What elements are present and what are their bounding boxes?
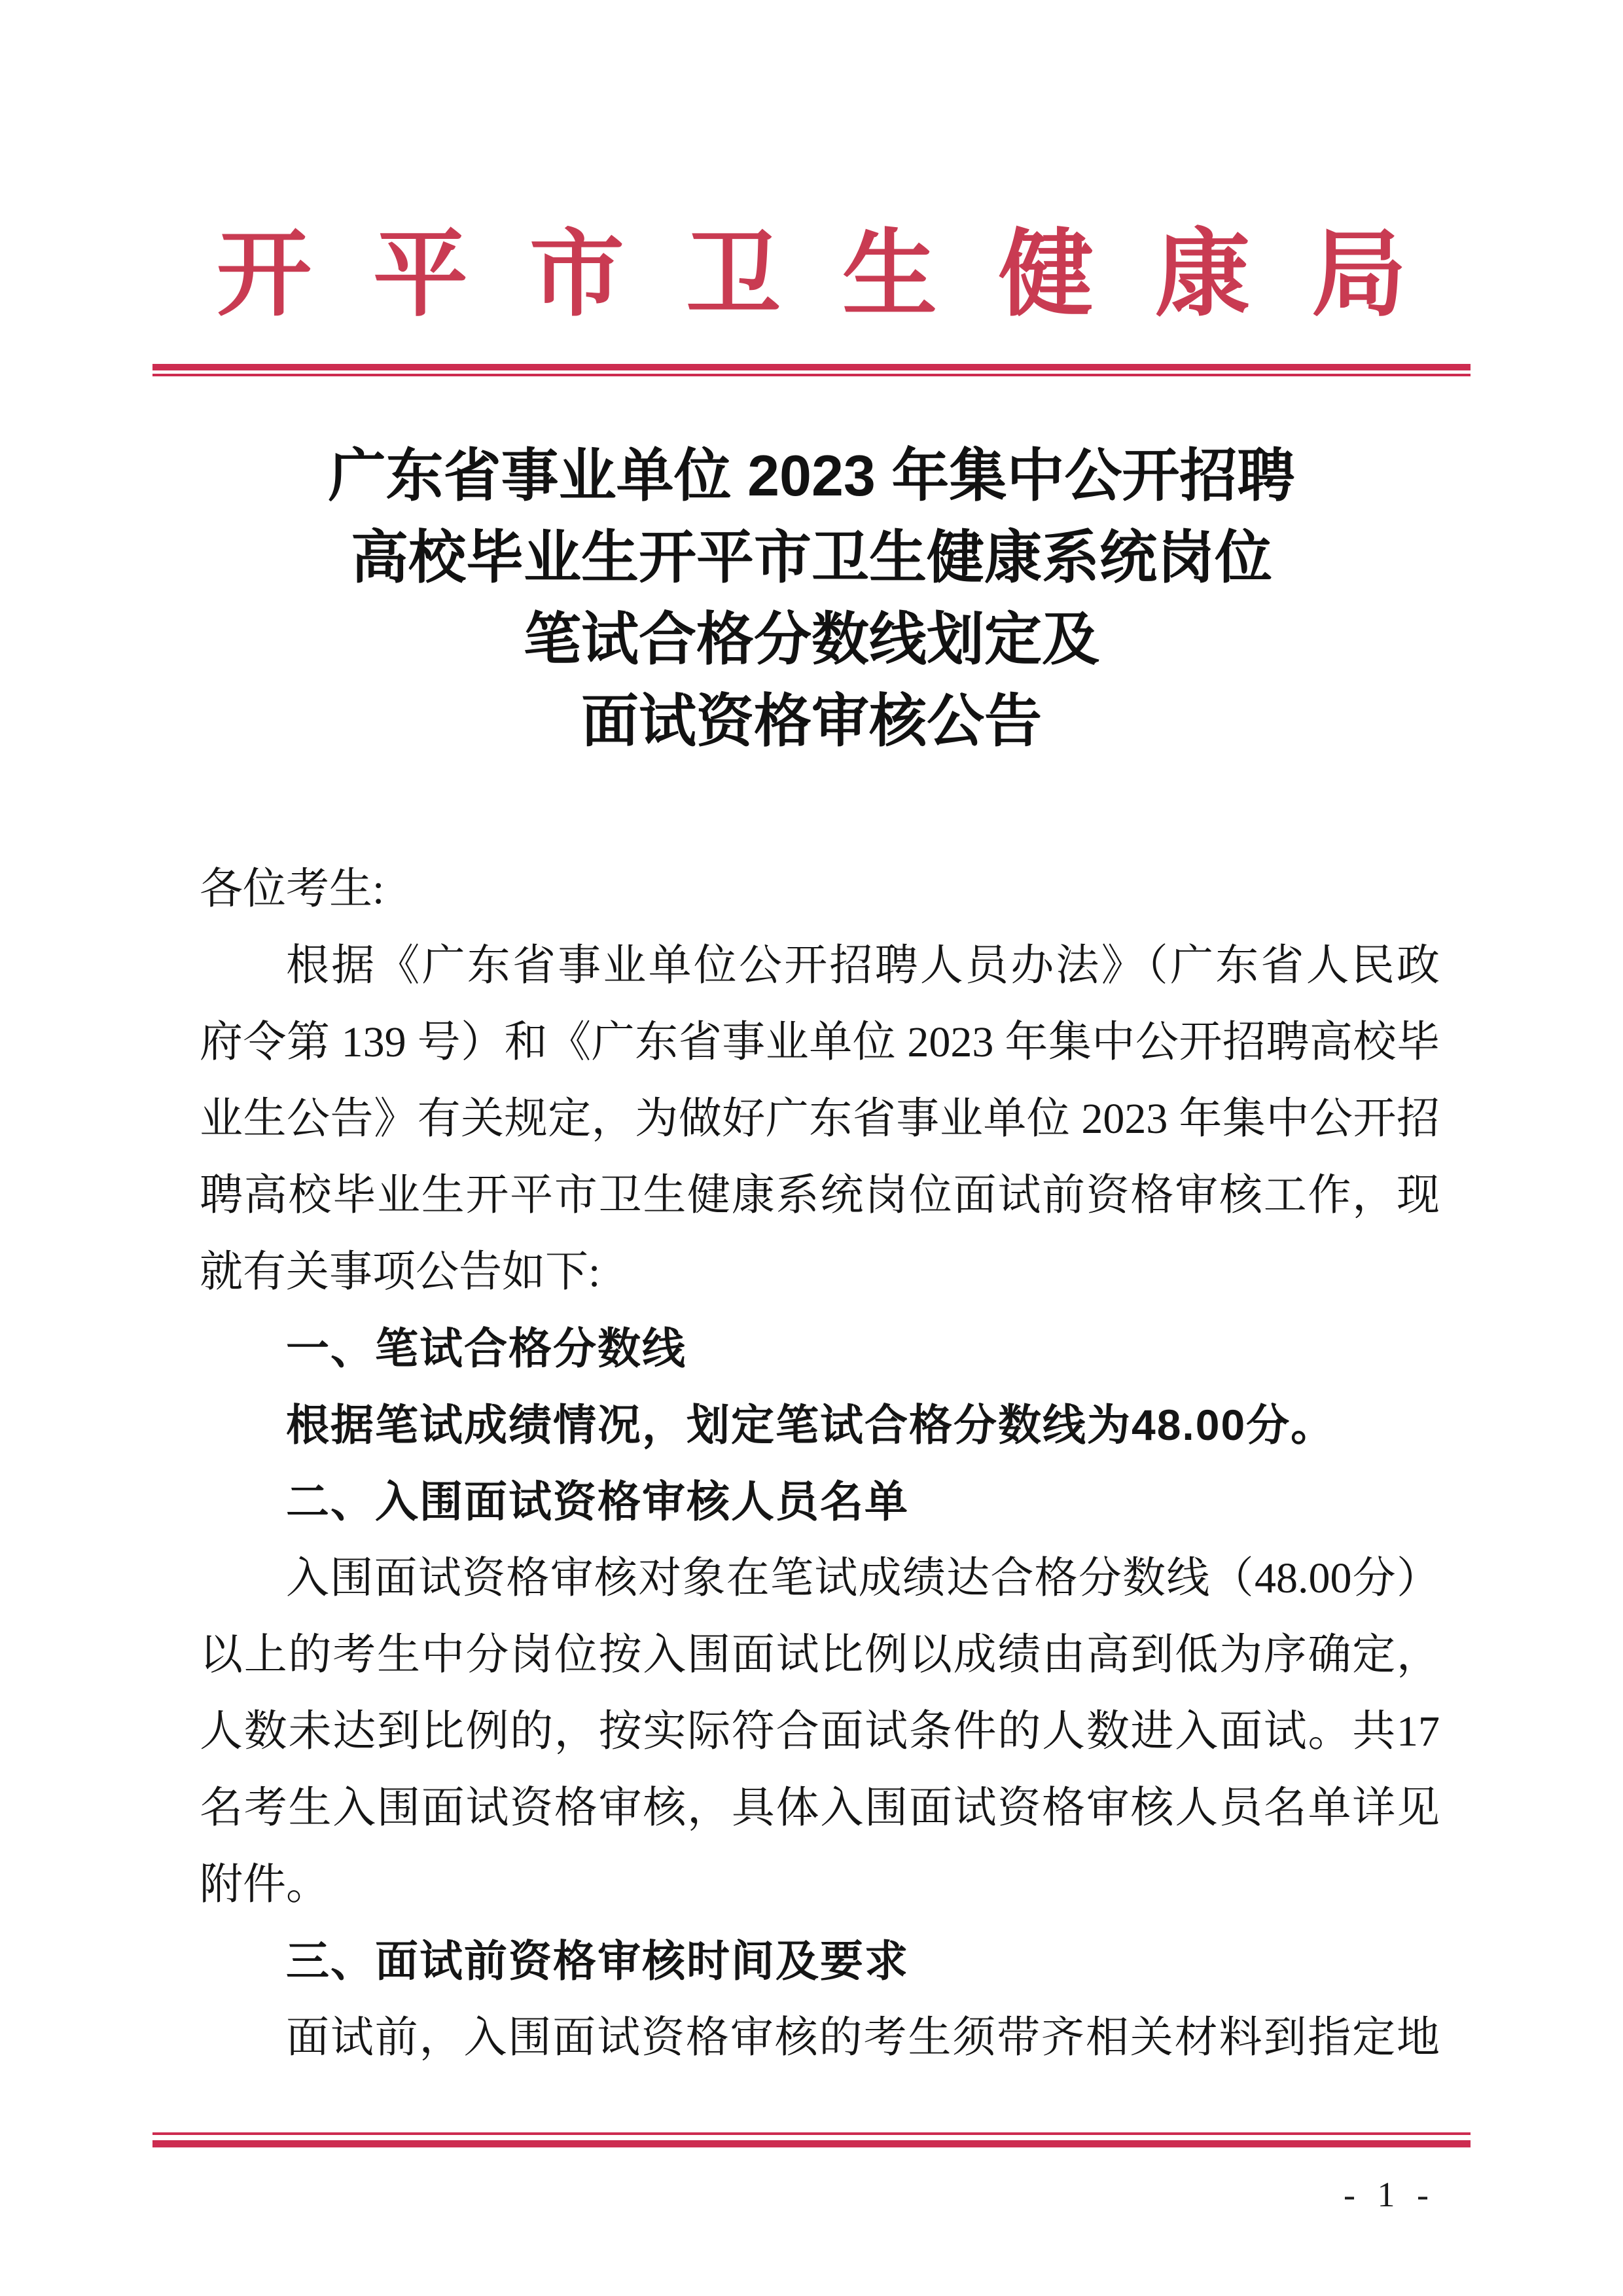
header-rule-thick bbox=[152, 364, 1471, 370]
title-line-3: 笔试合格分数线划定及 bbox=[523, 607, 1099, 672]
text-line: 人数未达到比例的，按实际符合面试条件的人数进入面试。共17 bbox=[200, 1708, 1440, 1755]
header-rule-thin bbox=[152, 374, 1471, 376]
salutation-line: 各位考生: bbox=[200, 865, 385, 913]
text-line: 聘高校毕业生开平市卫生健康系统岗位面试前资格审核工作，现 bbox=[200, 1172, 1440, 1219]
text-line: 根据《广东省事业单位公开招聘人员办法》（广东省人民政 bbox=[286, 942, 1440, 990]
text-line: 就有关事项公告如下: bbox=[200, 1248, 601, 1296]
text-line: 府令第 139 号）和《广东省事业单位 2023 年集中公开招聘高校毕 bbox=[200, 1018, 1440, 1066]
footer-rule-thin bbox=[152, 2132, 1471, 2135]
text-line: 业生公告》有关规定，为做好广东省事业单位 2023 年集中公开招 bbox=[200, 1095, 1440, 1143]
score-line: 根据笔试成绩情况，划定笔试合格分数线为48.00分。 bbox=[286, 1401, 1336, 1449]
title-line-2: 高校毕业生开平市卫生健康系统岗位 bbox=[350, 525, 1272, 590]
text-line: 面试前，入围面试资格审核的考生须带齐相关材料到指定地 bbox=[286, 2014, 1440, 2062]
page-number: - 1 - bbox=[1344, 2175, 1435, 2214]
body-text bbox=[200, 851, 1440, 2076]
document-title bbox=[154, 435, 1469, 762]
footer-rule-thick bbox=[152, 2140, 1471, 2147]
text-line: 名考生入围面试资格审核，具体入围面试资格审核人员名单详见 bbox=[200, 1784, 1440, 1832]
text-line: 入围面试资格审核对象在笔试成绩达合格分数线（48.00分） bbox=[286, 1554, 1440, 1602]
title-line-4: 面试资格审核公告 bbox=[580, 689, 1042, 753]
section-heading-2: 二、入围面试资格审核人员名单 bbox=[286, 1477, 909, 1526]
title-line-1: 广东省事业单位 2023 年集中公开招聘 bbox=[328, 443, 1295, 508]
text-line: 附件。 bbox=[200, 1861, 329, 1909]
text-line: 以上的考生中分岗位按入围面试比例以成绩由高到低为序确定， bbox=[200, 1631, 1440, 1679]
section-heading-1: 一、笔试合格分数线 bbox=[286, 1324, 687, 1372]
section-heading-3: 三、面试前资格审核时间及要求 bbox=[286, 1937, 909, 1985]
agency-header: 开平市卫生健康局 bbox=[217, 223, 1468, 328]
